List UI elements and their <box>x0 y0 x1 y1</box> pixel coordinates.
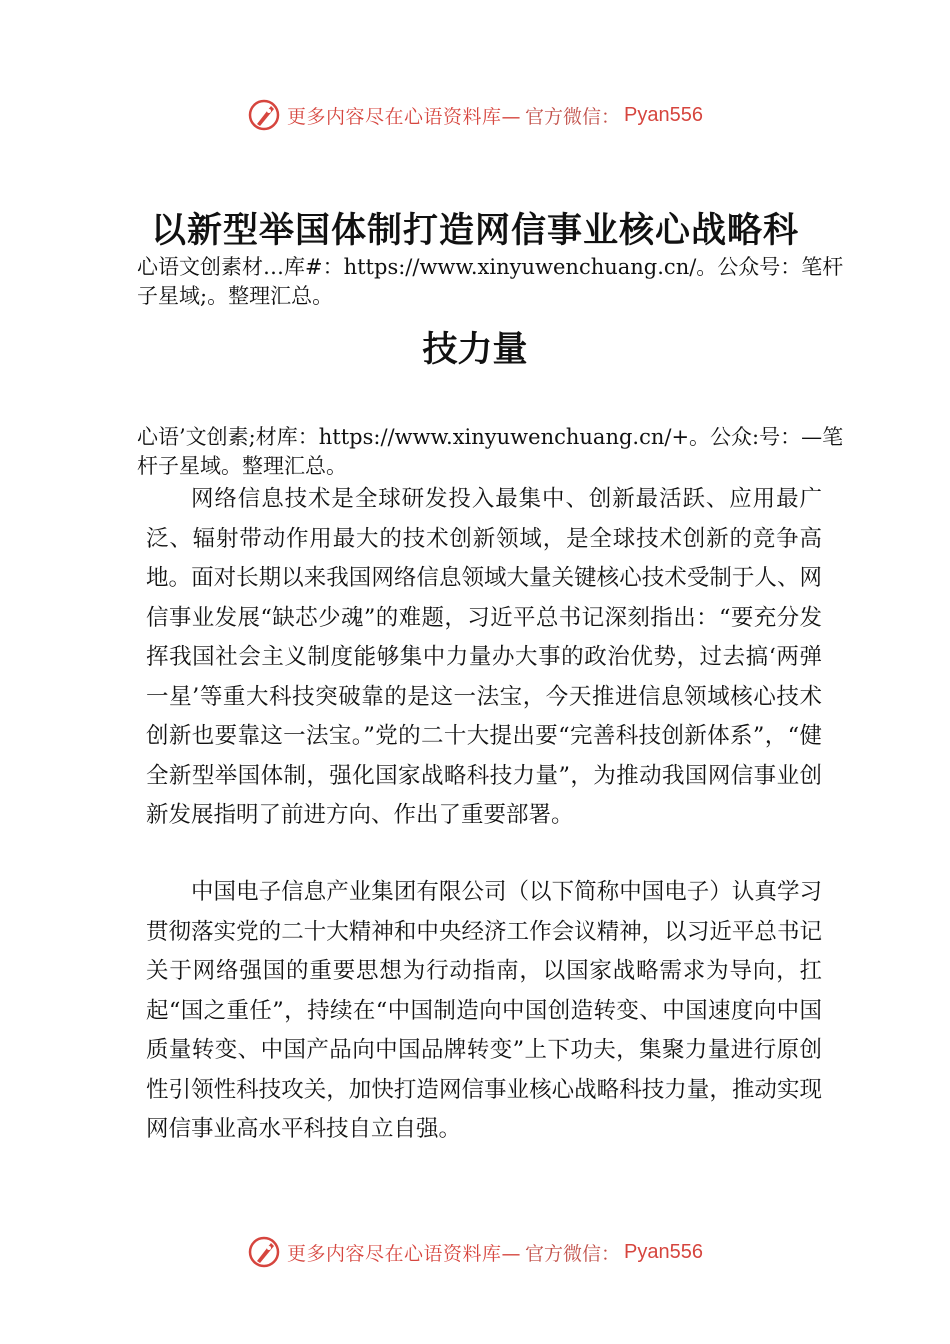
banner-wechat-label: 官方微信： <box>525 1242 621 1265</box>
body-paragraph-2: 中国电子信息产业集团有限公司（以下简称中国电子）认真学习贯彻落实党的二十大精神和中央经济工作会议精神，以习近平总书记关于网络强国的重要思想为行动指南，以国家战略需求为导向，扛起“国之重任”，持续在“中国制造向中国创造转变、中国速度向中国质量转变、中国产品向中国品牌转变”上下功夫，集聚力量进行原创性引领性科技攻关，加快打造网信事业核心战略科技力量，推动实现网信事业高水平科技自立自强。 <box>146 879 822 1142</box>
banner-wechat-id: Pyan556 <box>624 103 703 126</box>
banner-wechat-id: Pyan556 <box>624 1240 703 1263</box>
pen-nib-logo-icon <box>247 98 281 132</box>
pen-nib-logo-icon <box>247 1235 281 1269</box>
footer-banner <box>0 1232 950 1272</box>
document-title-line-1: 以新型举国体制打造网信事业核心战略科 <box>150 210 799 251</box>
source-note-2: 心语’文创素;材库：https://www.xinyuwenchuang.cn/+。公众:号：—笔杆子星域。整理汇总。 <box>137 425 844 478</box>
document-title-line-2: 技力量 <box>422 329 528 370</box>
source-note-1: 心语文创素材…库#：https://www.xinyuwenchuang.cn/。公众号：笔杆子星域;。整理汇总。 <box>137 255 844 308</box>
banner-wechat-label: 官方微信： <box>525 105 621 128</box>
banner-text: 更多内容尽在心语资料库— <box>287 105 522 128</box>
banner-text: 更多内容尽在心语资料库— <box>287 1242 522 1265</box>
header-banner <box>0 95 950 135</box>
body-paragraph-1: 网络信息技术是全球研发投入最集中、创新最活跃、应用最广泛、辐射带动作用最大的技术创新领域，是全球技术创新的竞争高地。面对长期以来我国网络信息领域大量关键核心技术受制于人、网信事业发展“缺芯少魂”的难题，习近平总书记深刻指出：“要充分发挥我国社会主义制度能够集中力量办大事的政治优势，过去搞‘两弹一星’等重大科技突破靠的是这一法宝，今天推进信息领域核心技术创新也要靠这一法宝。”党的二十大提出要“完善科技创新体系”，“健全新型举国体制，强化国家战略科技力量”，为推动我国网信事业创新发展指明了前进方向、作出了重要部署。 <box>146 486 822 828</box>
